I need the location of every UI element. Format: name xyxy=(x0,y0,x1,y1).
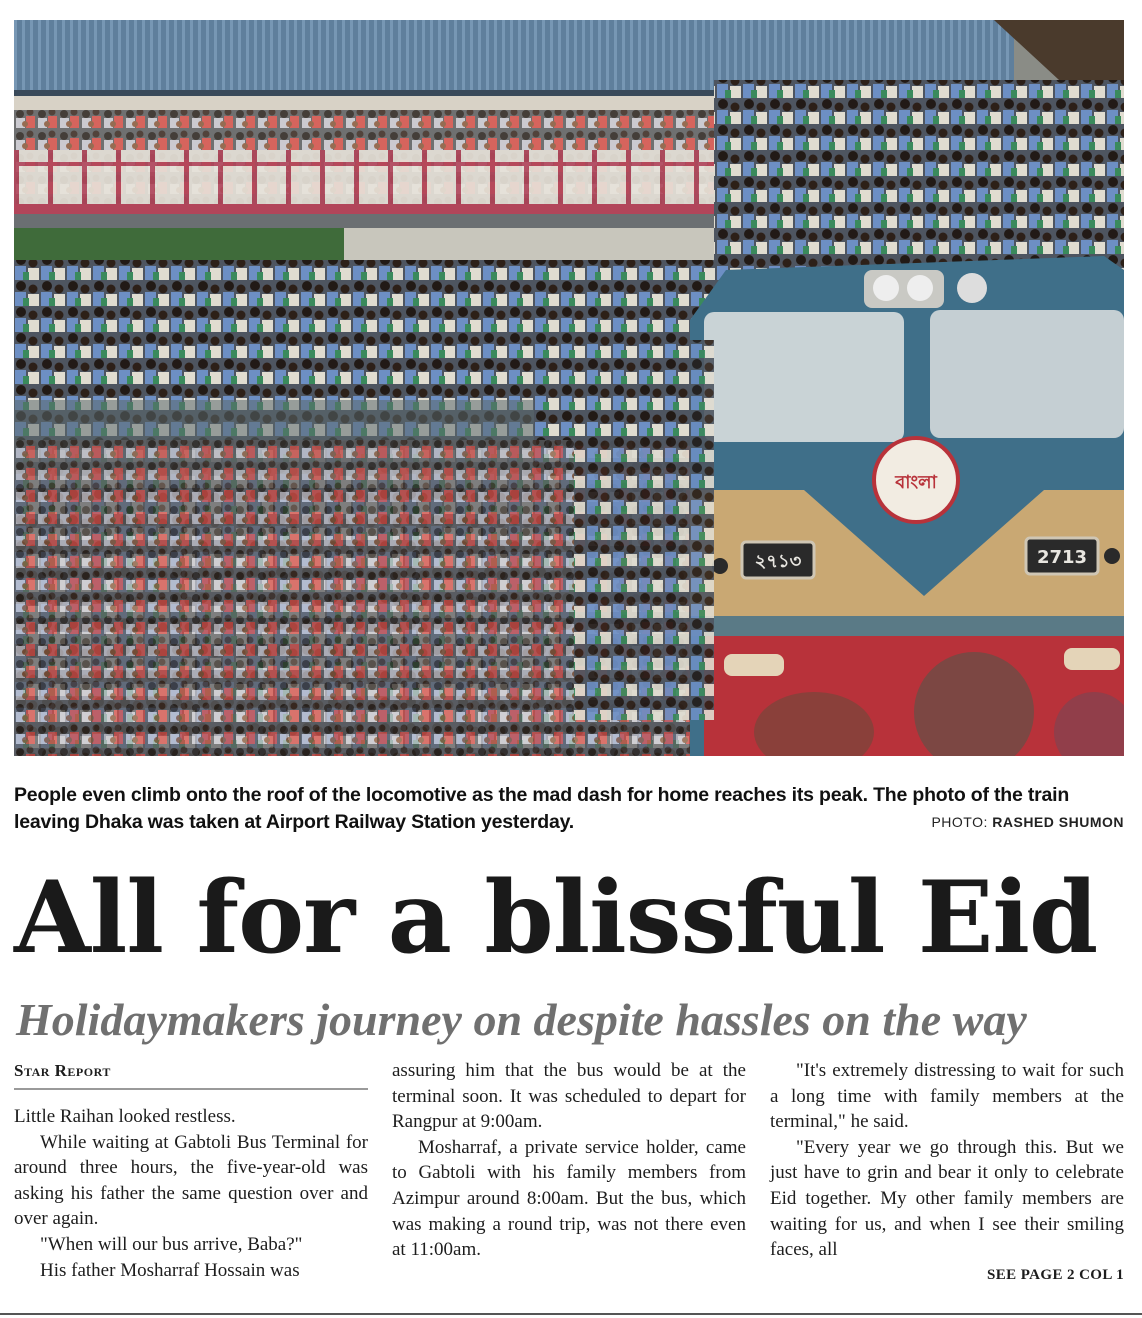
photo-credit-label: PHOTO: xyxy=(931,814,988,830)
article-column-3 xyxy=(770,1058,1124,1287)
paragraph: assuring him that the bus would be at the terminal soon. It was scheduled to depart for Rangpur at 9:00am. xyxy=(392,1060,746,1133)
paragraph: "Every year we go through this. But we just have to grin and bear it only to celebrate Eid together. My other family members are waiting for us, and when I see their smiling faces, all xyxy=(770,1136,1124,1261)
paragraph: His father Mosharraf Hossain was xyxy=(40,1259,300,1281)
loco-emblem: বাংলা xyxy=(895,472,937,493)
paragraph: Mosharraf, a private service holder, came to Gabtoli with his family members from Azimpur around 8:00am. But the bus, which was making a round trip, was not there even at 11:00am. xyxy=(392,1136,746,1261)
headline: All for a blissful Eid xyxy=(14,860,1098,976)
locomotive-icon xyxy=(690,256,1124,756)
article-column-2 xyxy=(392,1058,746,1263)
loco-number-latin: 2713 xyxy=(1036,547,1088,568)
byline: Star Report xyxy=(14,1058,368,1090)
paragraph: "When will our bus arrive, Baba?" xyxy=(40,1233,303,1255)
photo-credit-name: RASHED SHUMON xyxy=(992,814,1124,830)
crowd-train-photo-icon xyxy=(14,20,1124,756)
subheadline: Holidaymakers journey on despite hassles on the way xyxy=(16,994,1027,1045)
bottom-rule xyxy=(0,1313,1142,1315)
continued-jump-link[interactable]: SEE PAGE 2 COL 1 xyxy=(987,1266,1124,1283)
photo-caption: People even climb onto the roof of the locomotive as the mad dash for home reaches its peak. The photo of the train leaving Dhaka was taken at Airport Railway Station yesterday. xyxy=(14,784,1070,833)
photo-credit xyxy=(931,814,1124,830)
front-page-photo xyxy=(14,20,1124,756)
paragraph: "It's extremely distressing to wait for such a long time with family members at the terminal," he said. xyxy=(770,1060,1124,1133)
article-column-1 xyxy=(14,1058,368,1283)
loco-number-bangla: ২৭১৩ xyxy=(754,551,802,572)
paragraph: Little Raihan looked restless. xyxy=(14,1106,236,1127)
paragraph: While waiting at Gabtoli Bus Terminal for around three hours, the five-year-old was asking his father the same question over and over again. xyxy=(14,1131,368,1230)
